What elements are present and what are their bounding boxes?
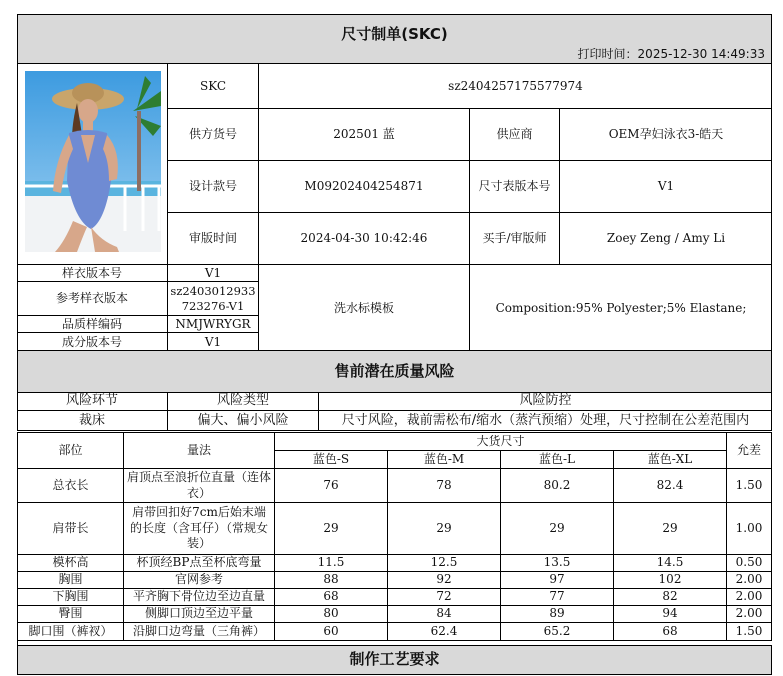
size-header-xl: 蓝色-XL [614, 451, 727, 469]
review-time-value: 2024-04-30 10:42:46 [300, 231, 428, 245]
skc-label: SKC [199, 78, 227, 93]
size-row-method: 杯顶经BP点至杯底弯量 [124, 555, 275, 572]
size-row-value-s: 68 [275, 589, 388, 606]
risk-row-type: 偏大、偏小风险 [197, 412, 289, 428]
wash-label-template: 洗水标模板 [333, 300, 394, 315]
size-row-value-l: 77 [501, 589, 614, 606]
size-table [17, 432, 772, 645]
supplier-no-value: 202501 蓝 [333, 127, 395, 141]
size-header-part: 部位 [18, 433, 124, 469]
size-row-value-m: 84 [388, 606, 501, 623]
size-row-value-m: 29 [388, 503, 501, 555]
size-header-tolerance: 允差 [727, 433, 772, 469]
size-row-tolerance: 2.00 [727, 606, 772, 623]
size-row-value-m: 92 [388, 572, 501, 589]
composition-version-value: V1 [204, 334, 222, 349]
design-no-value: M09202404254871 [304, 179, 424, 193]
size-row-part: 臀围 [18, 606, 124, 623]
size-row-value-xl: 82 [614, 589, 727, 606]
product-photo [25, 71, 161, 252]
size-row-value-m: 62.4 [388, 623, 501, 641]
size-row-part: 总衣长 [18, 469, 124, 503]
size-version-label: 尺寸表版本号 [478, 179, 551, 193]
design-no-label: 设计款号 [188, 179, 237, 193]
size-row-value-s: 80 [275, 606, 388, 623]
size-row-method: 肩顶点至浪折位直量（连体衣） [124, 469, 275, 503]
composition-text: Composition:95% Polyester;5% Elastane; [495, 300, 747, 315]
size-row-method: 侧脚口顶边至边平量 [124, 606, 275, 623]
size-header-bulk: 大货尺寸 [275, 433, 727, 451]
size-row-value-xl: 94 [614, 606, 727, 623]
ref-sample-label: 参考样衣版本 [55, 291, 128, 305]
quality-code-label: 品质样编码 [61, 316, 122, 331]
size-row-value-xl: 14.5 [614, 555, 727, 572]
size-row-tolerance: 0.50 [727, 555, 772, 572]
risk-section-title: 售前潜在质量风险 [334, 362, 455, 381]
size-row-part: 下胸围 [18, 589, 124, 606]
size-row-value-l: 80.2 [501, 469, 614, 503]
review-time-label: 审版时间 [188, 231, 237, 245]
size-row-value-l: 29 [501, 503, 614, 555]
size-row-value-m: 78 [388, 469, 501, 503]
size-header-m: 蓝色-M [388, 451, 501, 469]
size-row-value-l: 13.5 [501, 555, 614, 572]
size-row-part: 模杯高 [18, 555, 124, 572]
supplier-label: 供应商 [496, 127, 533, 141]
skc-value: sz2404257175577974 [448, 78, 583, 93]
size-header-method: 量法 [124, 433, 275, 469]
size-row-value-l: 97 [501, 572, 614, 589]
size-row-value-s: 76 [275, 469, 388, 503]
size-row-value-m: 12.5 [388, 555, 501, 572]
size-row-part: 脚口围（裤衩） [18, 623, 124, 641]
print-time: 打印时间：2025-12-30 14:49:33 [577, 46, 765, 61]
size-row-method: 官网参考 [124, 572, 275, 589]
risk-header-control: 风险防控 [519, 393, 572, 409]
size-row-value-xl: 29 [614, 503, 727, 555]
size-row-tolerance: 2.00 [727, 589, 772, 606]
sample-version-value: V1 [204, 265, 222, 280]
buyer-label: 买手/审版师 [482, 231, 547, 245]
size-row-value-s: 11.5 [275, 555, 388, 572]
size-row-tolerance: 1.50 [727, 469, 772, 503]
size-row-value-xl: 68 [614, 623, 727, 641]
risk-row-control: 尺寸风险，裁前需松布/缩水（蒸汽预缩）处理，尺寸控制在公差范围内 [341, 412, 750, 428]
size-row-method: 沿脚口边弯量（三角裤） [124, 623, 275, 641]
supplier-no-label: 供方货号 [188, 127, 237, 141]
size-version-value: V1 [657, 179, 675, 193]
risk-header-type: 风险类型 [216, 393, 269, 409]
size-row-value-s: 88 [275, 572, 388, 589]
size-row-tolerance: 2.00 [727, 572, 772, 589]
size-header-s: 蓝色-S [275, 451, 388, 469]
risk-row-stage: 裁床 [78, 412, 105, 428]
page-title: 尺寸制单(SKC) [341, 24, 448, 43]
size-row-method: 平齐胸下骨位边至边直量 [124, 589, 275, 606]
quality-code-value: NMJWRYGR [175, 316, 251, 331]
size-row-value-s: 29 [275, 503, 388, 555]
composition-version-label: 成分版本号 [61, 334, 122, 349]
supplier-value: OEM孕妇泳衣3-皓天 [608, 127, 724, 141]
process-section-title: 制作工艺要求 [349, 650, 440, 668]
ref-sample-value: sz2403012933723276-V1 [170, 284, 256, 313]
size-row-value-m: 72 [388, 589, 501, 606]
size-row-tolerance: 1.50 [727, 623, 772, 641]
size-row-value-s: 60 [275, 623, 388, 641]
size-row-part: 胸围 [18, 572, 124, 589]
size-row-value-xl: 102 [614, 572, 727, 589]
sample-version-label: 样衣版本号 [61, 265, 122, 280]
size-row-method: 肩带回扣好7cm后始末端的长度（含耳仔）（常规女装） [124, 503, 275, 555]
size-row-part: 肩带长 [18, 503, 124, 555]
risk-header-stage: 风险环节 [65, 393, 118, 409]
size-header-l: 蓝色-L [501, 451, 614, 469]
size-row-value-l: 65.2 [501, 623, 614, 641]
size-row-value-l: 89 [501, 606, 614, 623]
buyer-value: Zoey Zeng / Amy Li [606, 231, 726, 245]
size-row-tolerance: 1.00 [727, 503, 772, 555]
size-row-value-xl: 82.4 [614, 469, 727, 503]
